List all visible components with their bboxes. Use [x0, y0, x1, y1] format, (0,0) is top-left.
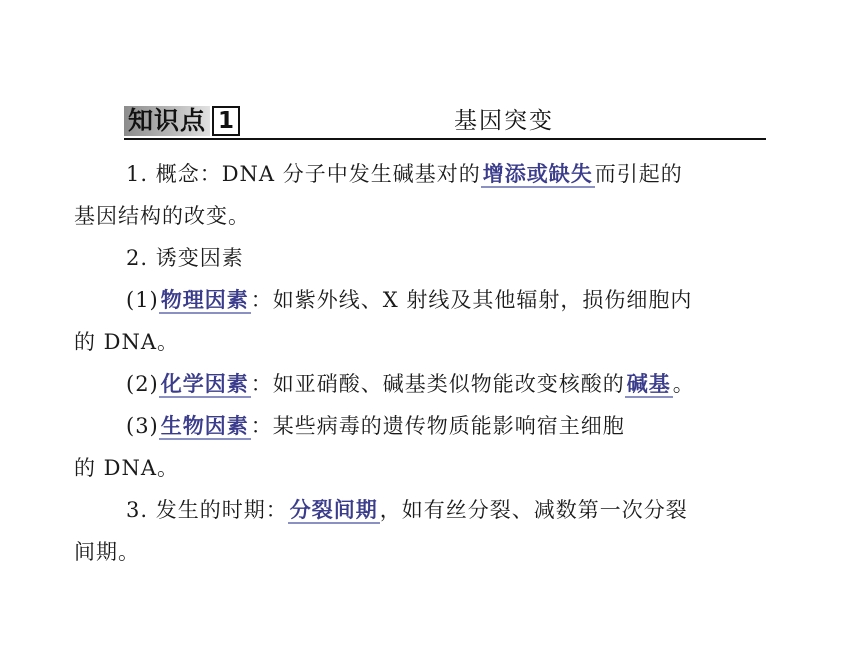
- key-term-bases: 碱基: [626, 372, 671, 396]
- tag-number: 1: [212, 106, 240, 136]
- chemical-text-end: 。: [672, 372, 695, 396]
- paragraph-physical: [74, 279, 770, 321]
- concept-text-end: 而引起的: [594, 162, 683, 186]
- concept-text: 1. 概念：DNA 分子中发生碱基对的: [126, 162, 481, 186]
- key-term-interphase: 分裂间期: [289, 498, 378, 522]
- knowledge-point-tag: [124, 106, 240, 136]
- paragraph-timing: [74, 489, 770, 531]
- biological-text: ：某些病毒的遗传物质能影响宿主细胞: [250, 414, 625, 438]
- timing-text: 3. 发生的时期：: [126, 498, 288, 522]
- tag-label: 知识点: [124, 106, 210, 136]
- paragraph-biological-cont: 的 DNA。: [74, 456, 180, 480]
- paragraph-physical-cont: 的 DNA。: [74, 330, 180, 354]
- section-title: 基因突变: [454, 108, 554, 134]
- paragraph-concept-cont: 基因结构的改变。: [74, 204, 250, 228]
- heading-mutagenic-factors: 2. 诱变因素: [126, 246, 244, 270]
- physical-text: ：如紫外线、X 射线及其他辐射，损伤细胞内: [250, 288, 693, 312]
- key-term-biological-factors: 生物因素: [160, 414, 249, 438]
- item-number: (2): [126, 372, 159, 396]
- key-term-chemical-factors: 化学因素: [160, 372, 249, 396]
- item-number: (1): [126, 288, 159, 312]
- paragraph-concept: [74, 153, 770, 195]
- paragraph-timing-cont: 间期。: [74, 540, 140, 564]
- paragraph-chemical: [74, 363, 770, 405]
- key-term-add-or-delete: 增添或缺失: [482, 162, 593, 186]
- key-term-physical-factors: 物理因素: [160, 288, 249, 312]
- item-number: (3): [126, 414, 159, 438]
- timing-text-end: ，如有丝分裂、减数第一次分裂: [379, 498, 688, 522]
- chemical-text: ：如亚硝酸、碱基类似物能改变核酸的: [250, 372, 625, 396]
- content-body: [74, 153, 770, 573]
- paragraph-biological: [74, 405, 770, 447]
- section-header: [124, 104, 766, 140]
